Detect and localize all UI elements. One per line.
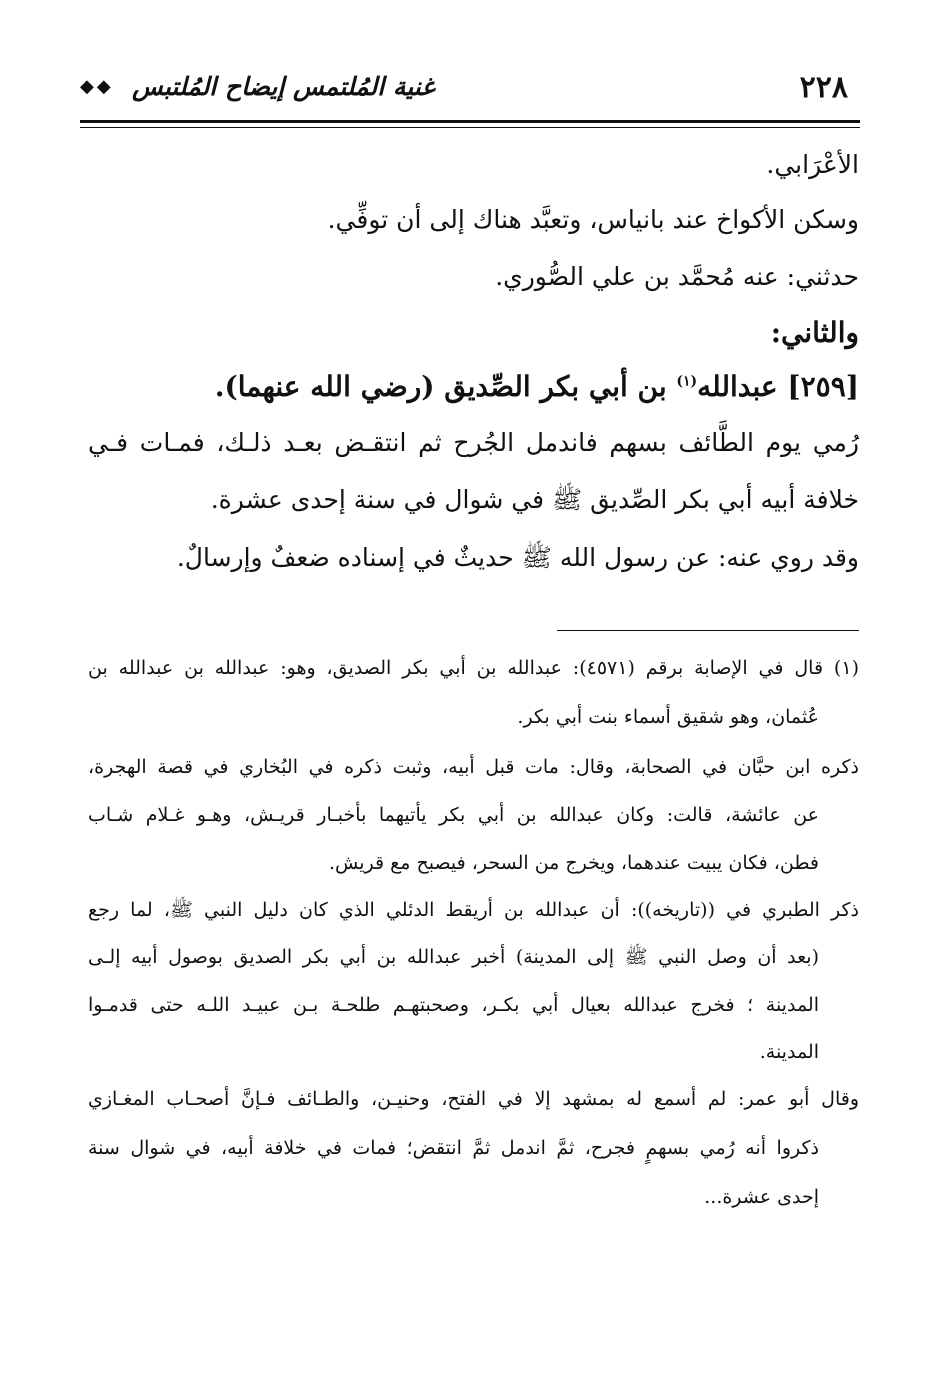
- footnote-line-12: إحدى عشرة...: [704, 1186, 819, 1208]
- footnote-line-1: (١) قال في الإصابة برقم (٤٥٧١): عبدالله بن أبي بكر الصديق، وهو: عبدالله بن عبدالله بن: [88, 657, 859, 679]
- footnote-line-4: عن عائشة، قالت: وكان عبدالله بن أبي بكر يأتيهما بأخبـار قريـش، وهـو غـلام شـاب: [88, 804, 819, 826]
- body-line-7: خلافة أبيه أبي بكر الصِّديق ﷺ في شوال في سنة إحدى عشرة.: [210, 485, 859, 514]
- footnote-line-10: وقال أبو عمر: لم أسمع له بمشهد إلا في الفتح، وحنيـن، والطـائف فـإنَّ أصحـاب المغـازي: [88, 1088, 859, 1110]
- footnote-line-7: (بعد أن وصل النبي ﷺ إلى المدينة) أخبر عبدالله بن أبي بكر الصديق بوصول أبيه إلـى: [88, 946, 819, 968]
- body-line-8: وقد روي عنه: عن رسول الله ﷺ حديثٌ في إسناده ضعفٌ وإرسالٌ.: [176, 543, 859, 572]
- entry-name-rest: بن أبي بكر الصِّديق (رضي الله عنهما).: [214, 370, 667, 403]
- running-header: [80, 64, 860, 114]
- header-rule-thick: [80, 120, 860, 123]
- body-line-6: رُمي يوم الطَّائف بسهم فاندمل الجُرح ثم انتقـض بعـد ذلـك، فمـات فـي: [88, 428, 859, 457]
- section-heading: والثاني:: [770, 316, 859, 349]
- entry-number: [٢٥٩]: [787, 370, 859, 403]
- footnote-line-6: ذكر الطبري في ((تاريخه)): أن عبدالله بن أريقط الدئلي الذي كان دليل النبي ﷺ، لما رجع: [88, 899, 859, 921]
- page-number: ٢٢٨: [799, 70, 848, 105]
- footnote-line-3: ذكره ابن حبَّان في الصحابة، وقال: مات قبل أبيه، وثبت ذكره في البُخاري في قصة الهجرة،: [88, 756, 859, 778]
- footnote-line-2: عُثمان، وهو شقيق أسماء بنت أبي بكر.: [517, 706, 819, 728]
- footnote-line-5: فطن، فكان يبيت عندهما، ويخرج من السحر، فيصبح مع قريش.: [328, 852, 819, 874]
- entry-name: عبدالله: [697, 370, 778, 403]
- body-line-2: وسكن الأكواخ عند بانياس، وتعبَّد هناك إلى أن توفِّي.: [327, 205, 859, 234]
- body-line-1: الأعْرَابي.: [766, 150, 859, 179]
- footnote-line-8: المدينة ؛ فخرج عبدالله بعيال أبي بكـر، وصحبتهـم طلحـة بـن عبيـد اللـه حتى قدمـوا: [88, 994, 819, 1016]
- header-rule-thin: [80, 127, 860, 128]
- footnote-line-9: المدينة.: [759, 1041, 819, 1063]
- entry-heading: [215, 370, 859, 403]
- footnote-marker: (١): [676, 373, 698, 390]
- body-line-3: حدثني: عنه مُحمَّد بن علي الصُّوري.: [495, 262, 859, 291]
- diamond-ornament-icon: ◆◆: [80, 76, 114, 97]
- footnote-line-11: ذكروا أنه رُمي بسهمٍ فجرح، ثمَّ اندمل ثمَّ انتقض؛ فمات في خلافة أبيه، في شوال سنة: [88, 1137, 819, 1159]
- footnote-separator: [557, 630, 859, 631]
- book-title: غنية المُلتمس إيضاح المُلتبس: [132, 72, 435, 101]
